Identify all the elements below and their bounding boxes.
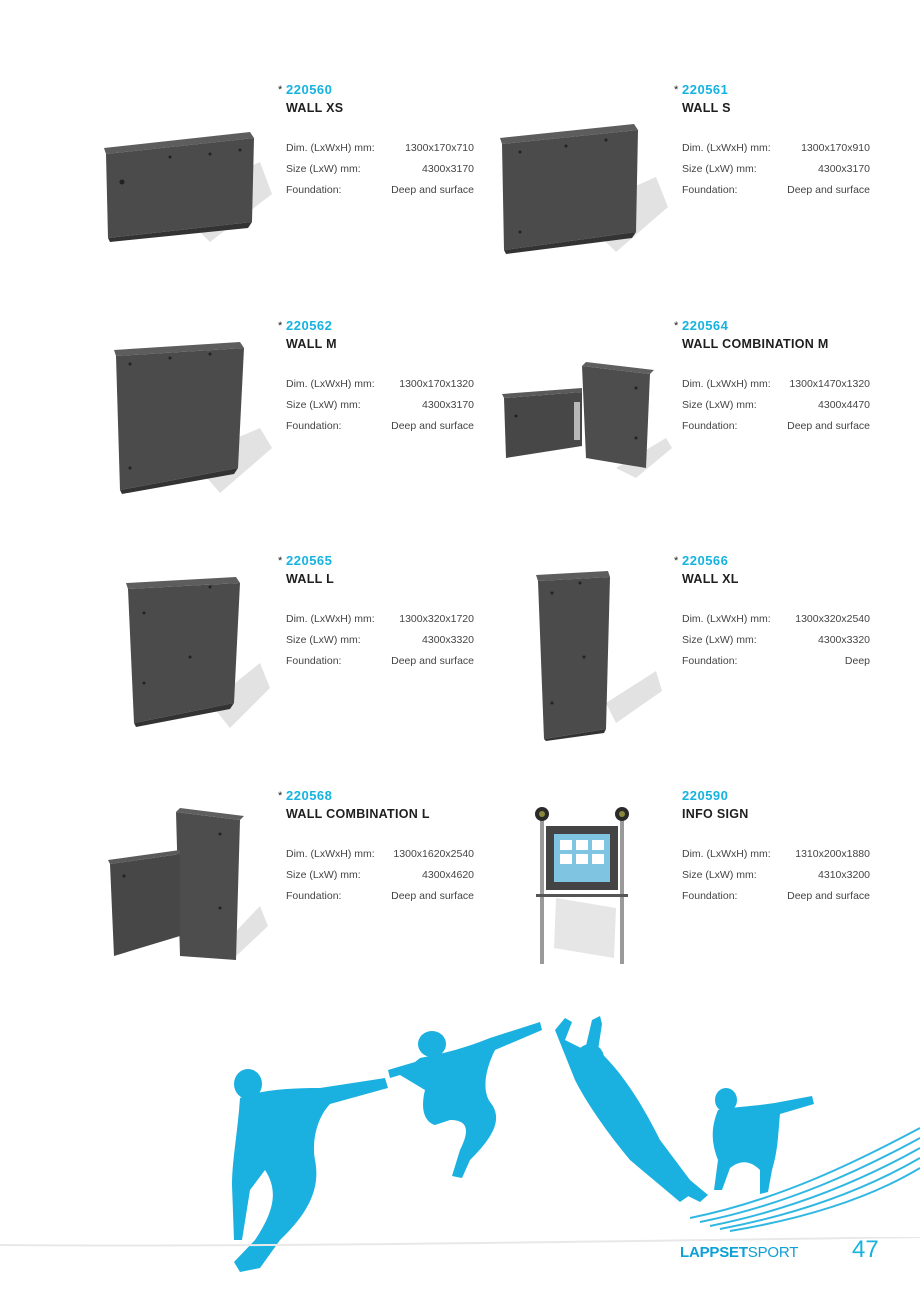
size-value: 4300x3170 bbox=[422, 163, 474, 175]
dim-label: Dim. (LxWxH) mm: bbox=[682, 613, 771, 625]
foundation-label: Foundation: bbox=[286, 890, 342, 902]
dim-label: Dim. (LxWxH) mm: bbox=[682, 848, 771, 860]
new-marker: * bbox=[278, 84, 283, 96]
product-info bbox=[682, 788, 870, 907]
product-code: 220568 bbox=[286, 788, 333, 803]
dim-label: Dim. (LxWxH) mm: bbox=[286, 378, 375, 390]
product-name: WALL L bbox=[286, 572, 335, 586]
foundation-value: Deep and surface bbox=[787, 890, 870, 902]
size-label: Size (LxW) mm: bbox=[682, 634, 757, 646]
size-label: Size (LxW) mm: bbox=[286, 399, 361, 411]
size-value: 4300x4620 bbox=[422, 869, 474, 881]
foundation-label: Foundation: bbox=[682, 890, 738, 902]
foundation-label: Foundation: bbox=[286, 420, 342, 432]
dim-label: Dim. (LxWxH) mm: bbox=[682, 378, 771, 390]
size-label: Size (LxW) mm: bbox=[286, 163, 361, 175]
product-220562 bbox=[100, 318, 500, 528]
foundation-value: Deep and surface bbox=[787, 184, 870, 196]
new-marker: * bbox=[278, 790, 283, 802]
new-marker: * bbox=[278, 320, 283, 332]
new-marker: * bbox=[674, 320, 679, 332]
product-220565 bbox=[100, 553, 500, 763]
product-220560 bbox=[100, 82, 500, 292]
foundation-label: Foundation: bbox=[682, 184, 738, 196]
spec-table bbox=[682, 609, 870, 672]
size-label: Size (LxW) mm: bbox=[286, 869, 361, 881]
product-code: 220565 bbox=[286, 553, 333, 568]
product-code: 220566 bbox=[682, 553, 729, 568]
product-name: WALL COMBINATION M bbox=[682, 337, 829, 351]
product-info bbox=[278, 553, 474, 672]
dim-label: Dim. (LxWxH) mm: bbox=[286, 848, 375, 860]
foundation-value: Deep and surface bbox=[391, 420, 474, 432]
spec-table bbox=[286, 609, 474, 672]
product-name: WALL COMBINATION L bbox=[286, 807, 430, 821]
foundation-label: Foundation: bbox=[286, 184, 342, 196]
product-code: 220562 bbox=[286, 318, 333, 333]
dim-value: 1310x200x1880 bbox=[795, 848, 870, 860]
dim-value: 1300x170x910 bbox=[801, 142, 870, 154]
wall-xl-icon bbox=[496, 553, 676, 763]
size-value: 4300x3170 bbox=[422, 399, 474, 411]
size-value: 4300x3170 bbox=[818, 163, 870, 175]
foundation-label: Foundation: bbox=[682, 420, 738, 432]
product-220561 bbox=[496, 82, 896, 292]
wall-combination-m-icon bbox=[496, 318, 676, 528]
size-label: Size (LxW) mm: bbox=[682, 869, 757, 881]
size-label: Size (LxW) mm: bbox=[682, 399, 757, 411]
product-name: WALL M bbox=[286, 337, 337, 351]
product-info bbox=[674, 553, 870, 672]
info-sign-icon bbox=[496, 788, 676, 998]
size-label: Size (LxW) mm: bbox=[286, 634, 361, 646]
product-code: 220560 bbox=[286, 82, 333, 97]
product-name: WALL S bbox=[682, 101, 731, 115]
dim-label: Dim. (LxWxH) mm: bbox=[286, 613, 375, 625]
product-name: WALL XL bbox=[682, 572, 739, 586]
product-code: 220561 bbox=[682, 82, 729, 97]
foundation-value: Deep and surface bbox=[391, 890, 474, 902]
spec-table bbox=[286, 844, 474, 907]
product-info bbox=[674, 82, 870, 201]
foundation-value: Deep and surface bbox=[391, 184, 474, 196]
dim-label: Dim. (LxWxH) mm: bbox=[286, 142, 375, 154]
product-info bbox=[278, 82, 474, 201]
new-marker: * bbox=[674, 555, 679, 567]
page-number: 47 bbox=[852, 1236, 879, 1263]
size-label: Size (LxW) mm: bbox=[682, 163, 757, 175]
spec-table bbox=[286, 138, 474, 201]
dim-value: 1300x320x2540 bbox=[795, 613, 870, 625]
dim-value: 1300x1470x1320 bbox=[789, 378, 870, 390]
dim-value: 1300x320x1720 bbox=[399, 613, 474, 625]
product-name: INFO SIGN bbox=[682, 807, 749, 821]
size-value: 4310x3200 bbox=[818, 869, 870, 881]
product-220566 bbox=[496, 553, 896, 763]
size-value: 4300x3320 bbox=[818, 634, 870, 646]
wall-s-icon bbox=[496, 82, 676, 292]
product-info bbox=[674, 318, 870, 437]
product-code: 220590 bbox=[682, 788, 729, 803]
product-220590 bbox=[496, 788, 896, 998]
product-220564 bbox=[496, 318, 896, 528]
dim-value: 1300x170x1320 bbox=[399, 378, 474, 390]
new-marker: * bbox=[278, 555, 283, 567]
foundation-value: Deep bbox=[844, 655, 870, 667]
foundation-value: Deep and surface bbox=[391, 655, 474, 667]
product-info bbox=[278, 318, 474, 437]
wall-m-icon bbox=[100, 318, 280, 528]
product-info bbox=[278, 788, 474, 907]
brand-bold: LAPPSET bbox=[680, 1244, 748, 1261]
brand-logo bbox=[680, 1244, 798, 1261]
foundation-value: Deep and surface bbox=[787, 420, 870, 432]
spec-table bbox=[682, 374, 870, 437]
size-value: 4300x3320 bbox=[422, 634, 474, 646]
spec-table bbox=[682, 138, 870, 201]
wall-xs-icon bbox=[100, 82, 280, 292]
new-marker: * bbox=[674, 84, 679, 96]
foundation-label: Foundation: bbox=[682, 655, 738, 667]
product-code: 220564 bbox=[682, 318, 729, 333]
dim-label: Dim. (LxWxH) mm: bbox=[682, 142, 771, 154]
wall-combination-l-icon bbox=[100, 788, 280, 998]
spec-table bbox=[286, 374, 474, 437]
product-220568 bbox=[100, 788, 500, 998]
brand-light: SPORT bbox=[747, 1244, 799, 1261]
product-name: WALL XS bbox=[286, 101, 344, 115]
spec-table bbox=[682, 844, 870, 907]
foundation-label: Foundation: bbox=[286, 655, 342, 667]
dim-value: 1300x1620x2540 bbox=[393, 848, 474, 860]
dim-value: 1300x170x710 bbox=[405, 142, 474, 154]
size-value: 4300x4470 bbox=[818, 399, 870, 411]
wall-l-icon bbox=[100, 553, 280, 763]
